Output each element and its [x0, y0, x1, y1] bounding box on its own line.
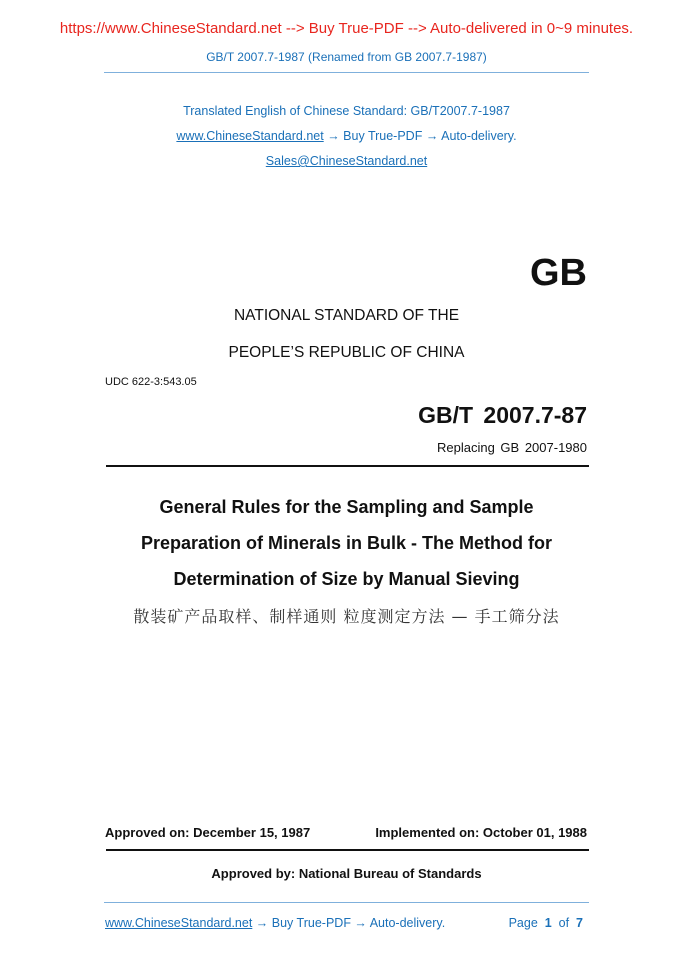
- divider-dates: [106, 849, 589, 851]
- divider-top: [104, 72, 589, 73]
- title-line-3: Determination of Size by Manual Sieving: [173, 569, 520, 589]
- approved-by: Approved by: National Bureau of Standards: [211, 866, 482, 881]
- page-total: 7: [576, 916, 583, 930]
- udc-code: UDC 622-3:543.05: [105, 376, 197, 388]
- national-line-2: PEOPLE’S REPUBLIC OF CHINA: [228, 344, 465, 361]
- page-number: 1: [544, 916, 552, 930]
- site-link[interactable]: www.ChineseStandard.net: [176, 129, 324, 143]
- implemented-on: Implemented on: October 01, 1988: [375, 825, 587, 840]
- translated-line: Translated English of Chinese Standard: GB/T2007.7-1987: [183, 104, 510, 118]
- page-label: Page: [508, 916, 538, 930]
- title-line-2: Preparation of Minerals in Bulk - The Method for: [140, 533, 553, 553]
- replacing-note: Replacing GB 2007-1980: [437, 440, 587, 455]
- gb-mark: GB: [530, 252, 587, 294]
- standard-subhead: GB/T 2007.7-1987 (Renamed from GB 2007.7-1987): [206, 50, 487, 64]
- footer-buy-text: → Buy True-PDF → Auto-delivery.: [255, 916, 446, 930]
- divider-footer: [104, 902, 589, 903]
- buy-text: → Buy True-PDF → Auto-delivery.: [327, 129, 517, 143]
- divider-code: [106, 465, 589, 467]
- approved-on: Approved on: December 15, 1987: [105, 825, 311, 840]
- title-line-1: General Rules for the Sampling and Sample: [159, 497, 534, 517]
- site-link-line: [0, 129, 693, 143]
- footer-site-link[interactable]: www.ChineseStandard.net: [105, 916, 253, 930]
- standard-code: GB/T 2007.7-87: [418, 402, 587, 428]
- chinese-title: 散装矿产品取样、制样通则 粒度测定方法 — 手工筛分法: [133, 607, 560, 626]
- page-indicator: [509, 916, 583, 930]
- email-line: [0, 154, 693, 168]
- footer-link-line: [105, 916, 445, 930]
- top-banner[interactable]: https://www.ChineseStandard.net --> Buy True-PDF --> Auto-delivered in 0~9 minutes.: [59, 20, 634, 37]
- national-line-1: NATIONAL STANDARD OF THE: [233, 307, 460, 324]
- email-link[interactable]: Sales@ChineseStandard.net: [265, 154, 428, 168]
- of-label: of: [558, 916, 570, 930]
